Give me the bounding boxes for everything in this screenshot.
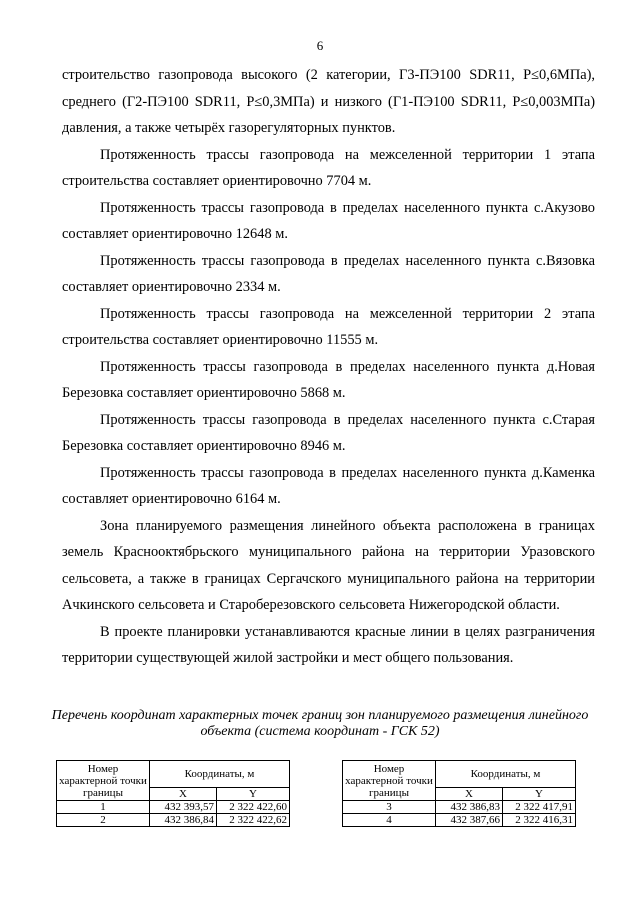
paragraph-kamenka-length: Протяженность трассы газопровода в пределах населенного пункта д.Каменка составляет ориентировочно 6164 м.: [62, 464, 595, 507]
table-row: [57, 801, 290, 814]
table-row: [343, 801, 576, 814]
point-number-cell: 4: [343, 814, 436, 827]
page-number: 6: [316, 38, 324, 53]
header-x: X: [150, 788, 217, 801]
header-coordinates: Координаты, м: [436, 761, 576, 788]
paragraph-zone-location: Зона планируемого размещения линейного объекта расположена в границах земель Краснооктябрьского муниципального района на территории Уразовского сельсовета, а также в границах Сергачского муниципального района на территории Ачкинского сельсовета и Староберезовского сельсовета Нижегородской области.: [62, 517, 595, 613]
paragraph-akuzovo-length: Протяженность трассы газопровода в пределах населенного пункта с.Акузово составляет ориентировочно 12648 м.: [62, 199, 595, 242]
header-point-number: Номер характерной точки границы: [57, 761, 150, 801]
y-cell: 2 322 416,31: [503, 814, 576, 827]
y-cell: 2 322 422,62: [217, 814, 290, 827]
paragraph-stage2-length: Протяженность трассы газопровода на межселенной территории 2 этапа строительства составляет ориентировочно 11555 м.: [62, 305, 595, 348]
paragraph-stage1-length: Протяженность трассы газопровода на межселенной территории 1 этапа строительства составляет ориентировочно 7704 м.: [62, 146, 595, 189]
paragraph-vyazovka-length: Протяженность трассы газопровода в пределах населенного пункта с.Вязовка составляет ориентировочно 2334 м.: [62, 252, 595, 295]
y-cell: 2 322 422,60: [217, 801, 290, 814]
paragraph-novaya-berezovka-length: Протяженность трассы газопровода в пределах населенного пункта д.Новая Березовка составляет ориентировочно 5868 м.: [62, 358, 595, 401]
header-y: Y: [503, 788, 576, 801]
body-text: [62, 62, 595, 672]
x-cell: 432 393,57: [150, 801, 217, 814]
coordinates-table-right: [342, 760, 576, 827]
header-point-number: Номер характерной точки границы: [343, 761, 436, 801]
table-row: [57, 814, 290, 827]
header-y: Y: [217, 788, 290, 801]
paragraph-red-lines: В проекте планировки устанавливаются красные линии в целях разграничения территории существующей жилой застройки и мест общего пользования.: [62, 623, 595, 666]
header-x: X: [436, 788, 503, 801]
y-cell: 2 322 417,91: [503, 801, 576, 814]
point-number-cell: 1: [57, 801, 150, 814]
x-cell: 432 386,83: [436, 801, 503, 814]
table-caption: Перечень координат характерных точек границ зон планируемого размещения линейного объекта (система координат - ГСК 52): [51, 708, 589, 739]
table-row: [343, 814, 576, 827]
point-number-cell: 2: [57, 814, 150, 827]
paragraph-staraya-berezovka-length: Протяженность трассы газопровода в пределах населенного пункта с.Старая Березовка составляет ориентировочно 8946 м.: [62, 411, 595, 454]
paragraph-intro: строительство газопровода высокого (2 категории, Г3-ПЭ100 SDR11, P≤0,6МПа), среднего (Г2-ПЭ100 SDR11, P≤0,3МПа) и низкого (Г1-ПЭ100 SDR11, P≤0,003МПа) давления, а также четырёх газорегуляторных пунктов.: [62, 67, 595, 136]
x-cell: 432 387,66: [436, 814, 503, 827]
point-number-cell: 3: [343, 801, 436, 814]
header-coordinates: Координаты, м: [150, 761, 290, 788]
coordinates-table-left: [56, 760, 290, 827]
x-cell: 432 386,84: [150, 814, 217, 827]
